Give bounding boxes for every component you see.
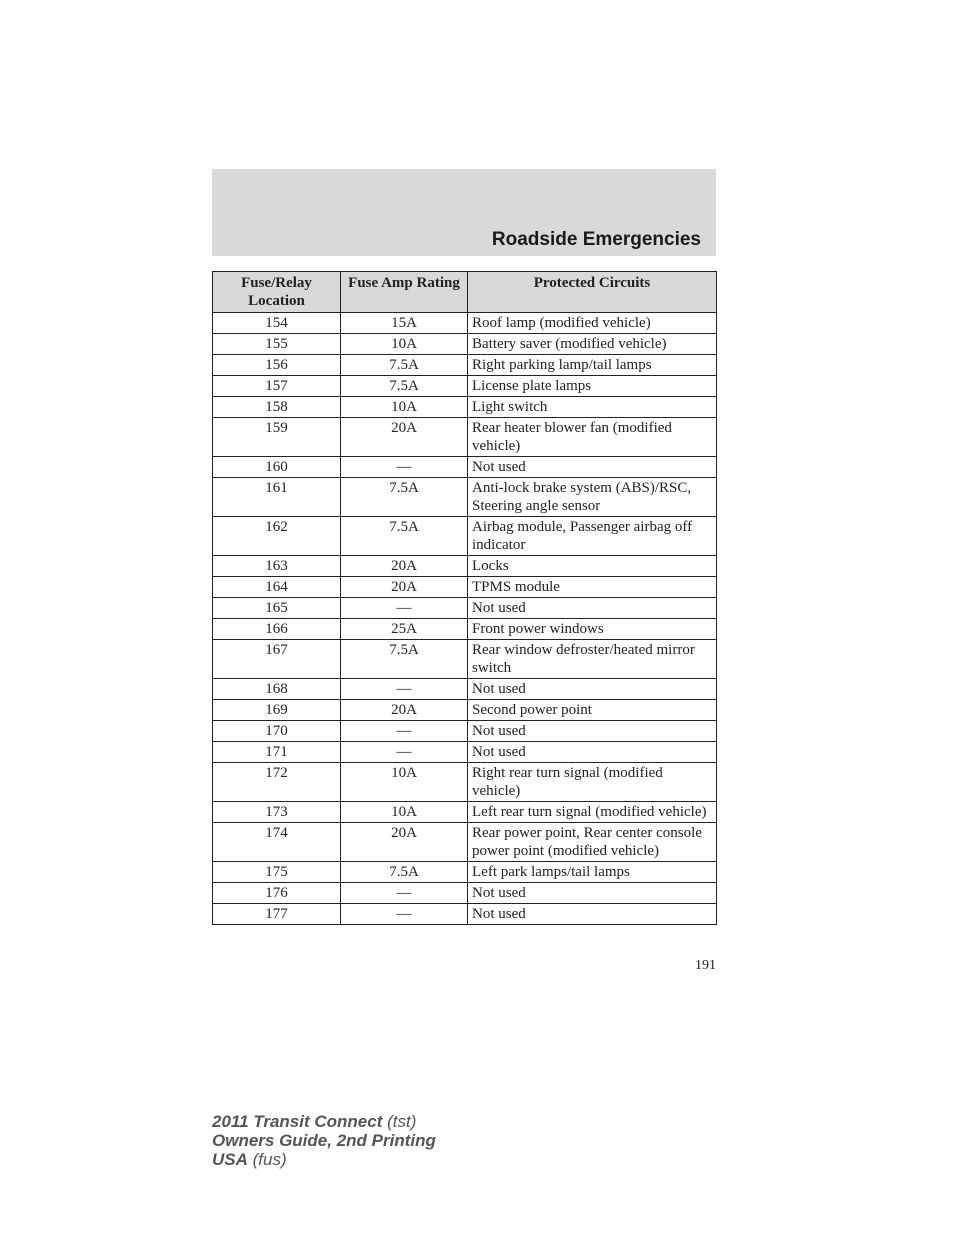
cell-location: 160 [213,457,341,478]
footer-line-1 [212,1112,436,1131]
cell-location: 174 [213,823,341,862]
table-row [213,517,717,556]
cell-location: 156 [213,355,341,376]
cell-amp-rating: — [341,721,468,742]
cell-location: 169 [213,700,341,721]
cell-location: 168 [213,679,341,700]
column-header-location: Fuse/Relay Location [213,272,341,313]
table-row [213,313,717,334]
cell-amp-rating: 7.5A [341,517,468,556]
cell-amp-rating: 7.5A [341,355,468,376]
footer-line-2 [212,1131,436,1150]
footer-market: USA [212,1150,248,1169]
cell-location: 164 [213,577,341,598]
footer-market-code: (fus) [252,1150,287,1169]
cell-amp-rating: 25A [341,619,468,640]
column-header-protected-circuits: Protected Circuits [468,272,717,313]
cell-protected-circuit: Light switch [468,397,717,418]
cell-protected-circuit: Not used [468,598,717,619]
cell-protected-circuit: TPMS module [468,577,717,598]
footer-model-code: (tst) [387,1112,417,1131]
cell-location: 158 [213,397,341,418]
cell-protected-circuit: Not used [468,457,717,478]
column-header-amp-rating: Fuse Amp Rating [341,272,468,313]
table-row [213,577,717,598]
cell-amp-rating: 7.5A [341,862,468,883]
cell-amp-rating: — [341,679,468,700]
cell-protected-circuit: Right rear turn signal (modified vehicle) [468,763,717,802]
table-row [213,478,717,517]
cell-protected-circuit: Not used [468,742,717,763]
cell-amp-rating: 15A [341,313,468,334]
cell-protected-circuit: Not used [468,721,717,742]
section-title: Roadside Emergencies [491,229,701,250]
cell-protected-circuit: Left park lamps/tail lamps [468,862,717,883]
cell-protected-circuit: Roof lamp (modified vehicle) [468,313,717,334]
table-row [213,355,717,376]
cell-protected-circuit: Front power windows [468,619,717,640]
table-row [213,802,717,823]
table-header-row [213,272,717,313]
table-row [213,418,717,457]
cell-protected-circuit: Left rear turn signal (modified vehicle) [468,802,717,823]
cell-amp-rating: — [341,742,468,763]
cell-amp-rating: 7.5A [341,478,468,517]
cell-location: 157 [213,376,341,397]
table-row [213,883,717,904]
footer-line-3 [212,1150,436,1169]
cell-protected-circuit: Battery saver (modified vehicle) [468,334,717,355]
table-row [213,619,717,640]
table-row [213,700,717,721]
table-row [213,457,717,478]
footer-printing: Owners Guide, 2nd Printing [212,1131,436,1150]
cell-amp-rating: 20A [341,823,468,862]
table-row [213,742,717,763]
cell-amp-rating: 10A [341,802,468,823]
cell-protected-circuit: Rear window defroster/heated mirror switch [468,640,717,679]
table-row [213,376,717,397]
cell-amp-rating: — [341,457,468,478]
cell-location: 165 [213,598,341,619]
cell-location: 162 [213,517,341,556]
cell-amp-rating: 10A [341,397,468,418]
fuse-table [212,271,717,925]
table-row [213,640,717,679]
table-row [213,556,717,577]
cell-protected-circuit: Rear power point, Rear center console power point (modified vehicle) [468,823,717,862]
cell-amp-rating: — [341,883,468,904]
cell-location: 177 [213,904,341,925]
cell-location: 173 [213,802,341,823]
cell-amp-rating: 7.5A [341,376,468,397]
cell-location: 159 [213,418,341,457]
cell-amp-rating: 20A [341,418,468,457]
table-row [213,679,717,700]
cell-protected-circuit: Airbag module, Passenger airbag off indicator [468,517,717,556]
cell-protected-circuit: License plate lamps [468,376,717,397]
footer-model: 2011 Transit Connect [212,1112,383,1131]
cell-location: 163 [213,556,341,577]
cell-location: 176 [213,883,341,904]
cell-amp-rating: 10A [341,334,468,355]
cell-protected-circuit: Not used [468,883,717,904]
cell-protected-circuit: Not used [468,904,717,925]
cell-location: 154 [213,313,341,334]
cell-location: 155 [213,334,341,355]
cell-protected-circuit: Rear heater blower fan (modified vehicle) [468,418,717,457]
table-row [213,763,717,802]
table-row [213,823,717,862]
table-row [213,721,717,742]
cell-amp-rating: 20A [341,556,468,577]
cell-amp-rating: — [341,904,468,925]
cell-protected-circuit: Anti-lock brake system (ABS)/RSC, Steering angle sensor [468,478,717,517]
document-footer [212,1112,436,1169]
cell-amp-rating: 20A [341,577,468,598]
fuse-table-body [213,313,717,925]
cell-protected-circuit: Right parking lamp/tail lamps [468,355,717,376]
cell-location: 167 [213,640,341,679]
cell-protected-circuit: Second power point [468,700,717,721]
cell-location: 171 [213,742,341,763]
table-row [213,334,717,355]
cell-amp-rating: 10A [341,763,468,802]
cell-amp-rating: 7.5A [341,640,468,679]
section-header-band [212,169,716,256]
page-number: 191 [695,958,716,973]
cell-protected-circuit: Not used [468,679,717,700]
cell-location: 172 [213,763,341,802]
cell-amp-rating: — [341,598,468,619]
table-row [213,904,717,925]
cell-protected-circuit: Locks [468,556,717,577]
cell-location: 170 [213,721,341,742]
cell-amp-rating: 20A [341,700,468,721]
cell-location: 166 [213,619,341,640]
table-row [213,397,717,418]
table-row [213,862,717,883]
cell-location: 161 [213,478,341,517]
cell-location: 175 [213,862,341,883]
table-row [213,598,717,619]
